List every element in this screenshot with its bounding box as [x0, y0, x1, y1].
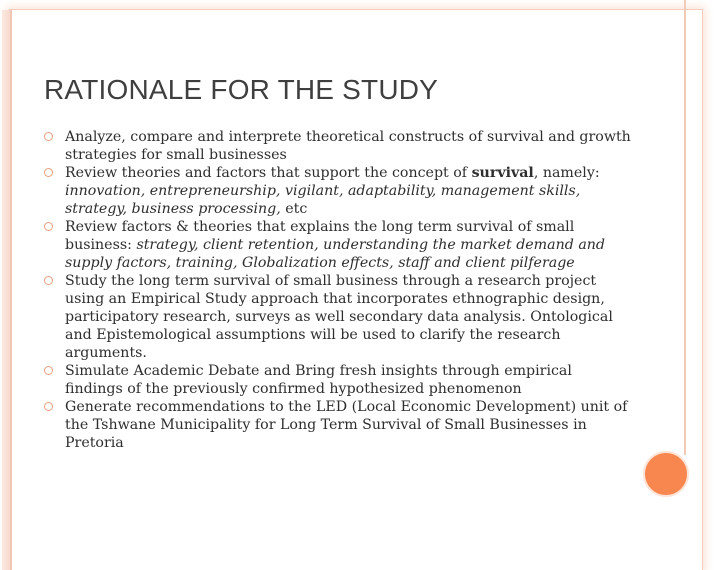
- bullet-text-italic: innovation, entrepreneurship, vigilant, adaptability, management skills, strategy, business processing,: [65, 183, 581, 217]
- bullet-text-italic: strategy, client retention, understanding the market demand and supply factors, training, Globalization effects, staff and client pilferage: [65, 237, 606, 271]
- bullet-item: [44, 164, 634, 218]
- bullet-item: [44, 398, 634, 452]
- bullet-text-mid: , namely:: [533, 165, 600, 181]
- bullet-text: Analyze, compare and interprete theoretical constructs of survival and growth strategies for small businesses: [65, 129, 631, 163]
- bullet-text-bold: survival: [471, 165, 534, 181]
- bullet-text-end: etc: [280, 201, 308, 217]
- bullet-text-start: Review theories and factors that support the concept of: [65, 165, 472, 181]
- bullet-item: [44, 362, 634, 398]
- accent-circle: [643, 451, 689, 497]
- bullet-text: Study the long term survival of small business through a research project using an Empirical Study approach that incorporates ethnographic design, participatory research, surveys as well secondary data analysis. Ontological and Epistemological assumptions will be used to clarify the research arguments.: [65, 273, 613, 361]
- circle-bullet-icon: [44, 132, 53, 141]
- bullet-text: Simulate Academic Debate and Bring fresh insights through empirical findings of the previously confirmed hypothesized phenomenon: [65, 363, 572, 397]
- bullet-item: [44, 218, 634, 272]
- circle-bullet-icon: [44, 276, 53, 285]
- decorative-line: [684, 0, 686, 455]
- bullet-text-start: Review factors & theories that explains the long term survival of small business:: [65, 219, 575, 253]
- circle-bullet-icon: [44, 168, 53, 177]
- bullet-item: [44, 272, 634, 362]
- circle-bullet-icon: [44, 366, 53, 375]
- bullet-list: [44, 128, 634, 452]
- circle-bullet-icon: [44, 402, 53, 411]
- bullet-item: [44, 128, 634, 164]
- circle-bullet-icon: [44, 222, 53, 231]
- bullet-text: Generate recommendations to the LED (Local Economic Development) unit of the Tshwane Municipality for Long Term Survival of Small Businesses in Pretoria: [65, 399, 628, 451]
- slide-title: RATIONALE FOR THE STUDY: [44, 74, 439, 105]
